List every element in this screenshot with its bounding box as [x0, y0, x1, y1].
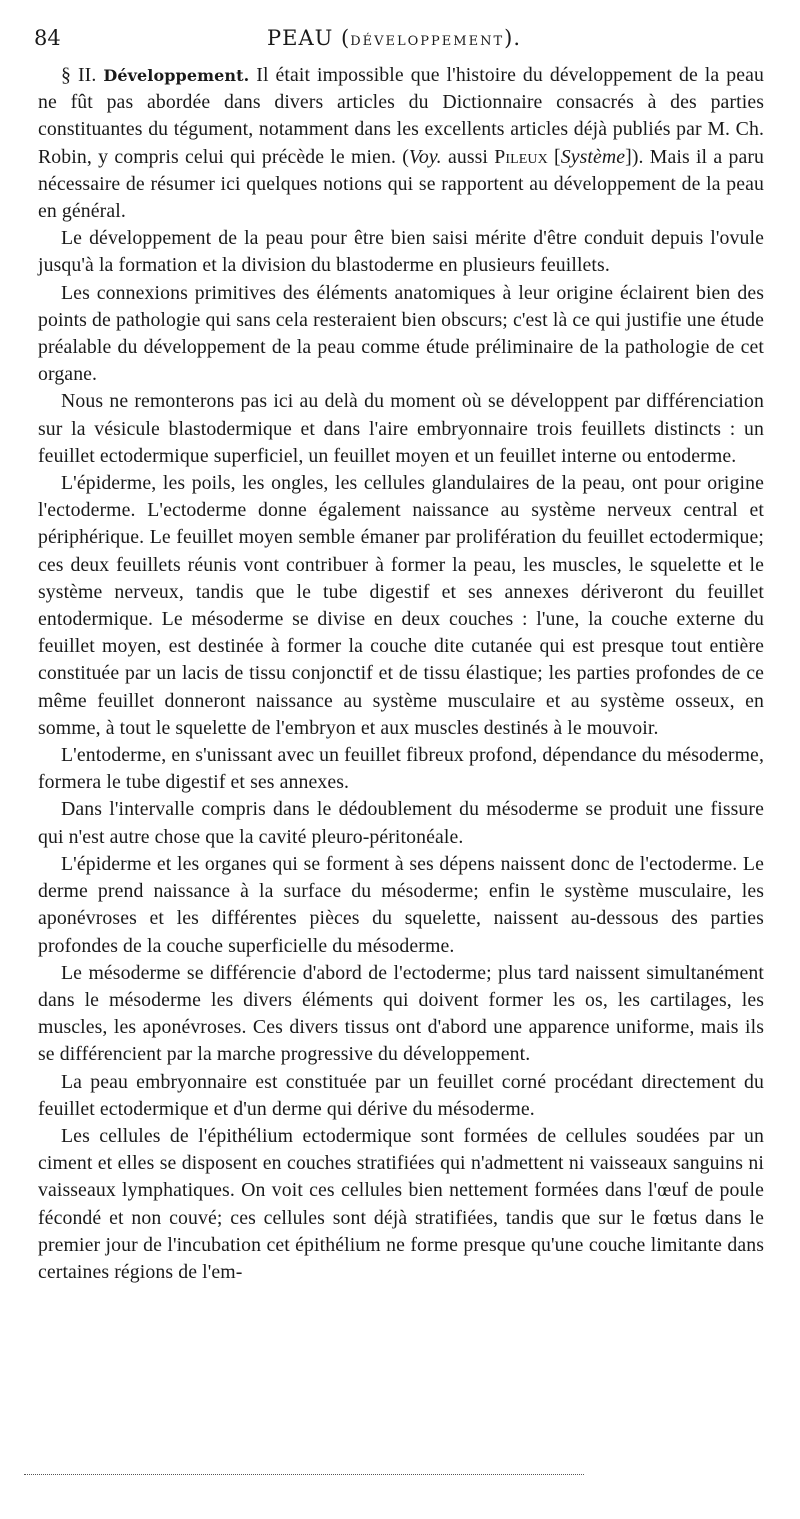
page-number: 84 — [34, 26, 61, 50]
intro-text-3: ]). Mais il a paru nécessaire de résumer ici quelques notions qui se rapportent au développement de la peau en général. — [38, 145, 765, 223]
section-heading: Développement. — [103, 66, 250, 85]
paragraph: L'épiderme et les organes qui se forment à ses dépens naissent donc de l'ectoderme. Le derme prend naissance à la surface du mésoderme; enfin le système musculaire, les aponévroses et les différentes pièces du squelette, naissent au-dessous des parties profondes de la couche superficielle du mésoderme. — [38, 852, 764, 957]
paragraph: Dans l'intervalle compris dans le dédoublement du mésoderme se produit une fissure qui n'est autre chose que la cavité pleuro-péritonéale. — [38, 798, 764, 848]
section-intro-paragraph — [38, 62, 764, 225]
intro-text: Il était impossible que l'histoire du développement de la peau ne fût pas abordée dans divers articles du Dictionnaire consacrés à des parties constituantes du tégument, notamment dans les excellents articles déjà publiés par M. Ch. Robin, y compris celui qui précède le mien. ( — [38, 64, 764, 168]
systeme-italic: Système — [560, 145, 626, 168]
page-header — [34, 26, 754, 56]
body-text — [38, 62, 764, 1286]
section-number: § II. — [61, 64, 97, 86]
footer-dotted-rule — [24, 1474, 584, 1475]
paragraph: L'épiderme, les poils, les ongles, les cellules glandulaires de la peau, ont pour origine l'ectoderme. L'ectoderme donne également naissance au système nerveux central et périphérique. Le feuillet moyen semble émaner par prolifération du feuillet ectodermique; ces deux feuillets réunis vont contribuer à former la peau, les muscles, le squelette et le système nerveux, tandis que le tube digestif et ses annexes dériveront du feuillet entodermique. Le mésoderme se divise en deux couches : l'une, la couche externe du feuillet moyen, est destinée à former la couche dite cutanée qui est presque tout entière constituée par un lacis de tissu conjonctif et de tissu élastique; les parties profondes de ce même feuillet donneront naissance au système musculaire et au système osseux, en somme, à tout le squelette de l'embryon et aux muscles destinés à le mouvoir. — [38, 472, 764, 739]
running-title — [74, 26, 754, 50]
paragraph: Nous ne remonterons pas ici au delà du moment où se développent par différenciation sur la vésicule blastodermique et dans l'aire embryonnaire trois feuillets distincts : un feuillet ectodermique superficiel, un feuillet moyen et un feuillet interne ou entoderme. — [38, 390, 764, 467]
running-title-sub: DÉVELOPPEMENT — [350, 34, 505, 49]
paragraph: Le mésoderme se différencie d'abord de l'ectoderme; plus tard naissent simultanément dans le mésoderme les divers éléments qui doivent former les os, les cartilages, les muscles, les aponévroses. Ces divers tissus ont d'abord une apparence uniforme, mais ils se différencient par la marche progressive du développement. — [38, 961, 764, 1066]
pileux-smallcaps: Pileux — [494, 145, 548, 168]
paragraph: L'entoderme, en s'unissant avec un feuillet fibreux profond, dépendance du mésoderme, formera le tube digestif et ses annexes. — [38, 744, 764, 794]
voy-italic: Voy. — [408, 145, 442, 168]
running-title-main: PEAU ( — [267, 26, 351, 50]
running-title-close: ). — [504, 26, 521, 50]
paragraph: Le développement de la peau pour être bien saisi mérite d'être conduit depuis l'ovule jusqu'à la formation et la division du blastoderme en plusieurs feuillets. — [38, 227, 764, 277]
paragraph: Les connexions primitives des éléments anatomiques à leur origine éclairent bien des points de pathologie qui sans cela resteraient bien obscurs; c'est là ce qui justifie une étude préalable du développement de la peau comme étude préliminaire de la pathologie de cet organe. — [38, 281, 764, 386]
intro-text-2: aussi — [441, 145, 495, 168]
paragraph: La peau embryonnaire est constituée par un feuillet corné procédant directement du feuillet ectodermique et d'un derme qui dérive du mésoderme. — [38, 1070, 764, 1120]
bracket-open: [ — [547, 145, 561, 168]
paragraph: Les cellules de l'épithélium ectodermique sont formées de cellules soudées par un ciment et elles se disposent en couches stratifiées qui n'admettent ni vaisseaux sanguins ni vaisseaux lymphatiques. On voit ces cellules bien nettement formées dans l'œuf de poule fécondé et non couvé; ces cellules sont déjà stratifiées, tandis que sur le fœtus dans le premier jour de l'incubation cet épithélium ne forme presque qu'une couche limitante dans certaines régions de l'em- — [38, 1124, 764, 1283]
